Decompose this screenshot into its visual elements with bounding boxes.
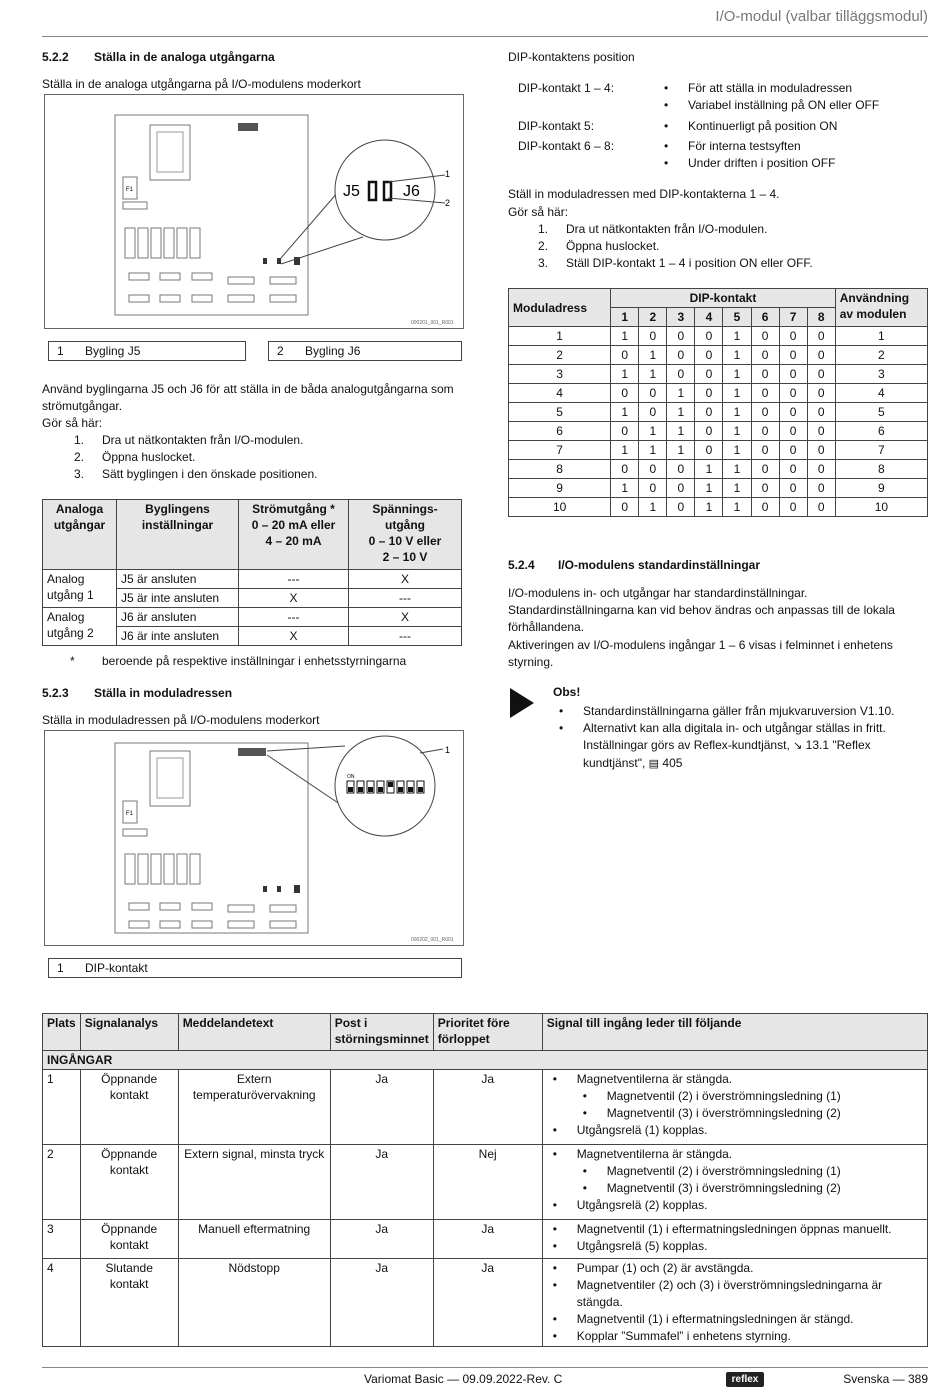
list-item: • Alternativt kan alla digitala in- och utgångar ställas in fritt. Inställningar görs av Reflex-kundtjänst, ↘ 13.1 "Reflex kundtjänst", ▤ 405 xyxy=(553,720,928,773)
dip-position-list xyxy=(518,80,928,172)
th-dip-contact: DIP-kontakt xyxy=(611,289,836,308)
svg-text:F1: F1 xyxy=(126,187,134,193)
th-voltage-output: Spännings- utgång 0 – 10 V eller 2 – 10 V xyxy=(349,500,462,570)
figure-code: 000201_001_R001 xyxy=(411,320,454,326)
steps-intro: Gör så här: xyxy=(508,205,569,219)
th-dip-2: 2 xyxy=(639,308,667,327)
board-drawing xyxy=(45,731,463,945)
list-item: 1. Dra ut nätkontakten från I/O-modulen. xyxy=(74,433,304,447)
svg-text:F1: F1 xyxy=(126,811,134,817)
th-dip-3: 3 xyxy=(667,308,695,327)
cross-reference-link[interactable]: 13.1 "Reflex kundtjänst", xyxy=(583,738,871,770)
th-jumper-settings: Byglingens inställningar xyxy=(117,500,239,570)
section-heading-5-2-4: 5.2.4 I/O-modulens standardinställningar xyxy=(508,558,761,572)
table-row: 6 0 1 1 0 1 0 0 0 6 xyxy=(509,422,928,441)
figure-dip-switch xyxy=(44,730,464,946)
table-row: 1 1 0 0 0 1 0 0 0 1 xyxy=(509,327,928,346)
callout-1: 1 xyxy=(445,745,451,755)
paragraph: I/O-modulens in- och utgångar har standardinställningar. xyxy=(508,586,808,600)
th-dip-5: 5 xyxy=(723,308,751,327)
paragraph: Standardinställningarna kan vid behov ändras och anpassas till de lokala förhållandena. xyxy=(508,603,895,634)
page-icon: ▤ xyxy=(648,758,660,770)
footer-document: Variomat Basic — 09.09.2022-Rev. C xyxy=(364,1372,563,1386)
section-heading-5-2-2: 5.2.2 Ställa in de analoga utgångarna xyxy=(42,50,275,64)
figure-code: 000202_001_R001 xyxy=(411,937,454,943)
th-signal-leads-to: Signal till ingång leder till följande xyxy=(542,1014,927,1051)
dip-on-label: ON xyxy=(347,774,355,780)
board-drawing xyxy=(45,95,463,328)
list-item: 1. Dra ut nätkontakten från I/O-modulen. xyxy=(538,222,768,236)
legend-item-2: 2 Bygling J6 xyxy=(268,341,462,361)
zoom-label-j5: J5 xyxy=(343,183,360,200)
th-module-use: Användning av modulen xyxy=(835,289,927,327)
table-row: 10 0 1 0 1 1 0 0 0 10 xyxy=(509,498,928,517)
section-heading-5-2-3: 5.2.3 Ställa in moduladressen xyxy=(42,686,233,700)
section-intro: Ställa in de analoga utgångarna på I/O-modulens moderkort xyxy=(42,77,361,91)
header-rule xyxy=(42,36,928,37)
reflex-logo: reflex xyxy=(726,1372,764,1387)
th-plats: Plats xyxy=(43,1014,81,1051)
list-item: 2. Öppna huslocket. xyxy=(538,239,660,253)
note-title: Obs! xyxy=(553,685,581,699)
table-row: 8 0 0 0 1 1 0 0 0 8 xyxy=(509,460,928,479)
zoom-label-j6: J6 xyxy=(403,183,420,200)
th-analog-outputs: Analoga utgångar xyxy=(43,500,117,570)
table-row: 9 1 0 0 1 1 0 0 0 9 xyxy=(509,479,928,498)
note-arrow-icon xyxy=(510,688,534,718)
table-row: J5 är inte ansluten X --- xyxy=(43,589,462,608)
th-signal-analysis: Signalanalys xyxy=(80,1014,178,1051)
list-item: 3. Sätt byglingen i den önskade positionen. xyxy=(74,467,318,481)
th-dip-6: 6 xyxy=(751,308,779,327)
page-reference[interactable]: 405 xyxy=(662,756,683,770)
th-dip-4: 4 xyxy=(695,308,723,327)
table-row: J6 är inte ansluten X --- xyxy=(43,627,462,646)
callout-1: 1 xyxy=(445,169,451,179)
th-fault-memory: Post i störningsminnet xyxy=(330,1014,433,1051)
table-footnote: * beroende på respektive inställningar i enhetsstyrningarna xyxy=(70,654,407,668)
dip-instruction: Ställ in moduladressen med DIP-kontakterna 1 – 4. xyxy=(508,187,780,201)
table-row: 5 1 0 1 0 1 0 0 0 5 xyxy=(509,403,928,422)
footer-rule xyxy=(42,1367,928,1368)
th-module-address: Moduladress xyxy=(509,289,611,327)
legend-item-1: 1 Bygling J5 xyxy=(48,341,246,361)
module-address-table xyxy=(508,288,928,517)
list-item: DIP-kontakt 5: • Kontinuerligt på position ON xyxy=(518,116,928,136)
table-row: 2 0 1 0 0 1 0 0 0 2 xyxy=(509,346,928,365)
table-row: 4 Slutande kontakt Nödstopp Ja Ja • Pumpar (1) och (2) är avstängda. • Magnetventiler (2) och (3) i överströmningsledningarna är stängda. • Magnetventil (1) i eftermatningsledningen är stängd. • Kopplar ”Summafel” i enhetens styrning. xyxy=(43,1259,928,1347)
callout-2: 2 xyxy=(445,198,451,208)
figure-analog-jumpers xyxy=(44,94,464,329)
jumper-paragraph: Använd byglingarna J5 och J6 för att ställa in de båda analogutgångarna som strömutgångar. xyxy=(42,382,454,413)
table-row: 2 Öppnande kontakt Extern signal, minsta tryck Ja Nej • Magnetventilerna är stängda. • Magnetventil (2) i överströmningsledning (1) • Magnetventil (3) i överströmningsledning (2) • Utgångsrelä (2) kopplas. xyxy=(43,1145,928,1220)
th-current-output: Strömutgång * 0 – 20 mA eller 4 – 20 mA xyxy=(239,500,349,570)
note-list xyxy=(553,703,928,773)
table-group-inputs: INGÅNGAR xyxy=(43,1051,928,1070)
table-row: 1 Öppnande kontakt Extern temperaturövervakning Ja Ja • Magnetventilerna är stängda. • Magnetventil (2) i överströmningsledning (1) • Magnetventil (3) i överströmningsledning (2) • Utgångsrelä (1) kopplas. xyxy=(43,1070,928,1145)
arrow-link-icon: ↘ xyxy=(793,740,803,752)
signal-table xyxy=(42,1013,928,1347)
footer-page: Svenska — 389 xyxy=(843,1372,928,1386)
th-dip-1: 1 xyxy=(611,308,639,327)
steps-intro: Gör så här: xyxy=(42,416,103,430)
analog-output-table xyxy=(42,499,462,646)
dip-position-title: DIP-kontaktens position xyxy=(508,50,635,64)
steps-list-analog xyxy=(74,432,318,483)
list-item: 2. Öppna huslocket. xyxy=(74,450,196,464)
running-header-title: I/O-modul (valbar tilläggsmodul) xyxy=(715,8,928,25)
th-dip-7: 7 xyxy=(779,308,807,327)
table-row: Analog utgång 1 J5 är ansluten --- X xyxy=(43,570,462,589)
table-row: 3 Öppnande kontakt Manuell eftermatning Ja Ja • Magnetventil (1) i eftermatningsledningen öppnas manuellt. • Utgångsrelä (5) kopplas. xyxy=(43,1220,928,1259)
list-item: DIP-kontakt 1 – 4: • För att ställa in moduladressen • Variabel inställning på ON eller OFF xyxy=(518,80,928,116)
list-item: 3. Ställ DIP-kontakt 1 – 4 i position ON eller OFF. xyxy=(538,256,813,270)
th-dip-8: 8 xyxy=(807,308,835,327)
table-row: 3 1 1 0 0 1 0 0 0 3 xyxy=(509,365,928,384)
table-row: Analog utgång 2 J6 är ansluten --- X xyxy=(43,608,462,627)
table-row: 4 0 0 1 0 1 0 0 0 4 xyxy=(509,384,928,403)
list-item: DIP-kontakt 6 – 8: • För interna testsyften • Under driften i position OFF xyxy=(518,136,928,172)
steps-list-dip xyxy=(538,221,813,272)
legend-item-dip: 1 DIP-kontakt xyxy=(48,958,462,978)
paragraph: Aktiveringen av I/O-modulens ingångar 1 – 6 visas i felminnet i enhetens styrning. xyxy=(508,638,893,669)
list-item: • Standardinställningarna gäller från mjukvaruversion V1.10. xyxy=(553,703,928,720)
table-row: 7 1 1 1 0 1 0 0 0 7 xyxy=(509,441,928,460)
th-message-text: Meddelandetext xyxy=(178,1014,330,1051)
th-priority: Prioritet före förloppet xyxy=(433,1014,542,1051)
section-intro: Ställa in moduladressen på I/O-modulens moderkort xyxy=(42,713,320,727)
